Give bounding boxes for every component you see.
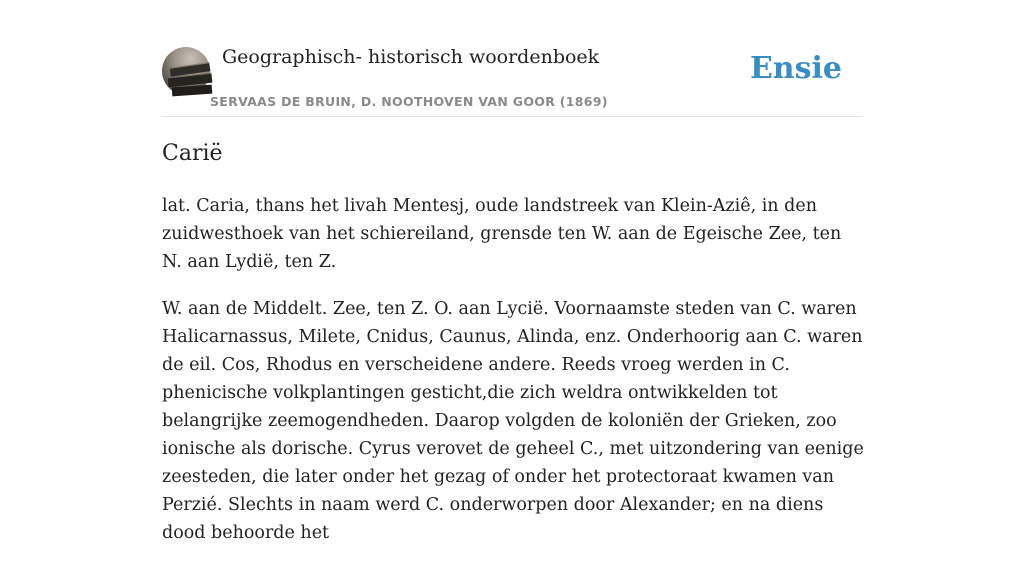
book-spine-shape [172,85,213,97]
entry-paragraph: lat. Caria, thans het livah Mentesj, oude landstreek van Klein-Aziê, in den zuidwesthoek van het schiereiland, grensde ten W. aan de Egeische Zee, ten N. aan Lydië, ten Z. [162,196,842,272]
ensie-logo[interactable]: Ensie [749,51,842,86]
book-cover-avatar[interactable] [162,47,210,95]
book-title-link[interactable]: Geographisch- historisch woordenboek [222,46,600,68]
page-header [162,0,862,117]
entry-paragraph: W. aan de Middelt. Zee, ten Z. O. aan Lycië. Voornaamste steden van C. waren Halicarnassus, Milete, Cnidus, Caunus, Alinda, enz. Onderhoorig aan C. waren de eil. Cos, Rhodus en verscheidene andere. Reeds vroeg werden in C. phenicische volkplantingen gesticht,die zich weldra ontwikkelden tot belangrijke zeemogendheden. Daarop volgden de koloniën der Grieken, zoo ionische als dorische. Cyrus verovet de geheel C., met uitzondering van eenige zeesteden, die later onder het gezag of onder het protectoraat kwamen van Perzié. Slechts in naam werd C. onderworpen door Alexander; en na diens dood behoorde het [162,299,864,543]
book-author: SERVAAS DE BRUIN, D. NOOTHOVEN VAN GOOR (1869) [210,94,608,109]
entry-body [162,192,864,566]
entry-title: Carië [162,141,223,166]
